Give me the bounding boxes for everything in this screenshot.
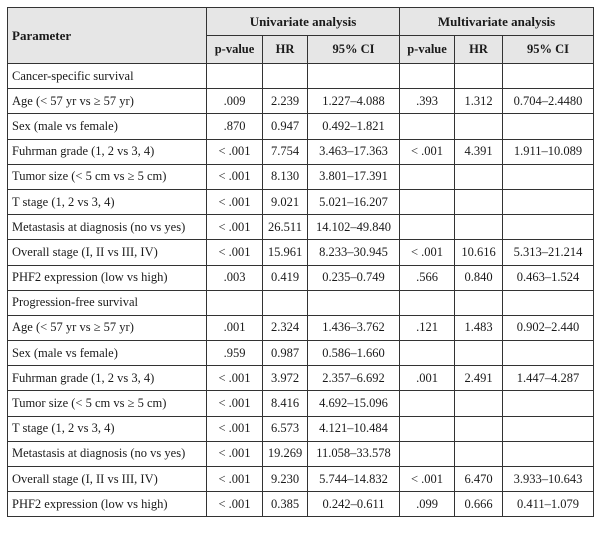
cell-uni-hr: 8.130 <box>263 164 308 189</box>
cell-multi-p-value <box>400 164 455 189</box>
table-row <box>8 215 594 240</box>
row-label: Tumor size (< 5 cm vs ≥ 5 cm) <box>8 391 207 416</box>
header-uni-hr: HR <box>263 36 308 64</box>
cell-uni-p-value: < .001 <box>207 139 263 164</box>
table-row <box>8 366 594 391</box>
row-label: Fuhrman grade (1, 2 vs 3, 4) <box>8 139 207 164</box>
table-row <box>8 492 594 517</box>
table-header <box>8 8 594 64</box>
cell-multi-p-value: < .001 <box>400 240 455 265</box>
cell-uni-ci <box>308 290 400 315</box>
cell-uni-hr: 8.416 <box>263 391 308 416</box>
cell-uni-p-value: < .001 <box>207 240 263 265</box>
table-body <box>8 64 594 517</box>
cell-multi-ci: 1.911–10.089 <box>503 139 594 164</box>
cell-uni-hr: 0.419 <box>263 265 308 290</box>
cell-uni-p-value: < .001 <box>207 391 263 416</box>
cell-multi-ci: 5.313–21.214 <box>503 240 594 265</box>
table-row <box>8 391 594 416</box>
cell-multi-ci <box>503 290 594 315</box>
cell-uni-p-value: < .001 <box>207 164 263 189</box>
cell-multi-ci <box>503 189 594 214</box>
cell-uni-p-value: < .001 <box>207 492 263 517</box>
header-multi-ci: 95% CI <box>503 36 594 64</box>
header-univariate: Univariate analysis <box>207 8 400 36</box>
cell-uni-ci: 0.242–0.611 <box>308 492 400 517</box>
cell-uni-p-value: < .001 <box>207 467 263 492</box>
cell-multi-p-value: < .001 <box>400 467 455 492</box>
cell-uni-ci <box>308 64 400 89</box>
cell-multi-p-value <box>400 290 455 315</box>
cell-multi-p-value <box>400 215 455 240</box>
cell-multi-ci <box>503 341 594 366</box>
table-container <box>7 7 594 517</box>
cell-multi-p-value <box>400 64 455 89</box>
cell-uni-hr: 19.269 <box>263 441 308 466</box>
cell-multi-p-value: .121 <box>400 315 455 340</box>
cell-multi-p-value <box>400 114 455 139</box>
cell-uni-hr: 6.573 <box>263 416 308 441</box>
cell-uni-hr: 9.230 <box>263 467 308 492</box>
cell-multi-ci <box>503 164 594 189</box>
cell-multi-ci <box>503 391 594 416</box>
table-row <box>8 114 594 139</box>
cell-uni-hr: 0.385 <box>263 492 308 517</box>
cell-uni-hr: 15.961 <box>263 240 308 265</box>
cell-multi-p-value <box>400 391 455 416</box>
row-label: Overall stage (I, II vs III, IV) <box>8 467 207 492</box>
cell-multi-hr <box>455 416 503 441</box>
header-uni-ci: 95% CI <box>308 36 400 64</box>
cell-uni-hr: 3.972 <box>263 366 308 391</box>
header-multivariate: Multivariate analysis <box>400 8 594 36</box>
cell-uni-ci: 14.102–49.840 <box>308 215 400 240</box>
cell-multi-ci <box>503 416 594 441</box>
header-multi-hr: HR <box>455 36 503 64</box>
cell-multi-hr <box>455 391 503 416</box>
cell-uni-p-value: < .001 <box>207 441 263 466</box>
cell-uni-p-value: < .001 <box>207 215 263 240</box>
cell-multi-hr <box>455 290 503 315</box>
cell-multi-hr: 6.470 <box>455 467 503 492</box>
cell-uni-p-value: < .001 <box>207 366 263 391</box>
cell-multi-ci: 0.463–1.524 <box>503 265 594 290</box>
row-label: PHF2 expression (low vs high) <box>8 492 207 517</box>
table-row <box>8 164 594 189</box>
cell-multi-hr <box>455 64 503 89</box>
section-row <box>8 64 594 89</box>
cell-multi-ci: 1.447–4.287 <box>503 366 594 391</box>
cell-uni-hr: 0.947 <box>263 114 308 139</box>
cell-uni-p-value: .001 <box>207 315 263 340</box>
cell-multi-ci: 0.902–2.440 <box>503 315 594 340</box>
row-label: Overall stage (I, II vs III, IV) <box>8 240 207 265</box>
cell-uni-hr: 26.511 <box>263 215 308 240</box>
header-uni-p-value: p-value <box>207 36 263 64</box>
cell-multi-hr: 1.312 <box>455 89 503 114</box>
cell-uni-hr: 0.987 <box>263 341 308 366</box>
cell-uni-ci: 2.357–6.692 <box>308 366 400 391</box>
cell-uni-p-value: < .001 <box>207 416 263 441</box>
row-label: Metastasis at diagnosis (no vs yes) <box>8 441 207 466</box>
cell-uni-ci: 5.021–16.207 <box>308 189 400 214</box>
table-row <box>8 139 594 164</box>
cell-uni-p-value: < .001 <box>207 189 263 214</box>
cell-multi-p-value <box>400 189 455 214</box>
row-label: Tumor size (< 5 cm vs ≥ 5 cm) <box>8 164 207 189</box>
table-row <box>8 240 594 265</box>
cell-multi-hr <box>455 114 503 139</box>
cell-multi-p-value <box>400 341 455 366</box>
cell-multi-ci <box>503 64 594 89</box>
cell-multi-ci: 0.704–2.4480 <box>503 89 594 114</box>
survival-analysis-table <box>7 7 594 517</box>
cell-uni-hr: 7.754 <box>263 139 308 164</box>
row-label: T stage (1, 2 vs 3, 4) <box>8 416 207 441</box>
table-row <box>8 315 594 340</box>
cell-multi-hr: 4.391 <box>455 139 503 164</box>
cell-uni-p-value <box>207 64 263 89</box>
table-row <box>8 89 594 114</box>
cell-multi-hr <box>455 164 503 189</box>
cell-multi-hr <box>455 441 503 466</box>
cell-uni-ci: 8.233–30.945 <box>308 240 400 265</box>
section-row <box>8 290 594 315</box>
cell-multi-hr: 10.616 <box>455 240 503 265</box>
cell-multi-ci: 0.411–1.079 <box>503 492 594 517</box>
cell-uni-hr <box>263 64 308 89</box>
cell-multi-ci <box>503 114 594 139</box>
cell-uni-p-value <box>207 290 263 315</box>
row-label: Age (< 57 yr vs ≥ 57 yr) <box>8 315 207 340</box>
table-row <box>8 341 594 366</box>
header-multi-p-value: p-value <box>400 36 455 64</box>
table-row <box>8 441 594 466</box>
cell-uni-p-value: .870 <box>207 114 263 139</box>
cell-uni-ci: 4.692–15.096 <box>308 391 400 416</box>
cell-uni-p-value: .009 <box>207 89 263 114</box>
cell-uni-p-value: .003 <box>207 265 263 290</box>
cell-multi-ci: 3.933–10.643 <box>503 467 594 492</box>
cell-multi-hr: 2.491 <box>455 366 503 391</box>
cell-uni-ci: 0.586–1.660 <box>308 341 400 366</box>
table-row <box>8 416 594 441</box>
row-label: Sex (male vs female) <box>8 341 207 366</box>
cell-uni-p-value: .959 <box>207 341 263 366</box>
cell-uni-ci: 0.492–1.821 <box>308 114 400 139</box>
cell-uni-ci: 3.463–17.363 <box>308 139 400 164</box>
cell-uni-hr <box>263 290 308 315</box>
cell-multi-hr <box>455 215 503 240</box>
cell-multi-hr: 0.840 <box>455 265 503 290</box>
cell-multi-hr: 0.666 <box>455 492 503 517</box>
cell-uni-ci: 1.436–3.762 <box>308 315 400 340</box>
cell-uni-ci: 11.058–33.578 <box>308 441 400 466</box>
cell-multi-ci <box>503 441 594 466</box>
cell-multi-p-value: .001 <box>400 366 455 391</box>
cell-multi-hr <box>455 341 503 366</box>
table-row <box>8 189 594 214</box>
section-label: Progression-free survival <box>8 290 207 315</box>
cell-uni-ci: 5.744–14.832 <box>308 467 400 492</box>
section-label: Cancer-specific survival <box>8 64 207 89</box>
cell-uni-hr: 2.324 <box>263 315 308 340</box>
row-label: Metastasis at diagnosis (no vs yes) <box>8 215 207 240</box>
cell-multi-p-value: .393 <box>400 89 455 114</box>
cell-uni-hr: 2.239 <box>263 89 308 114</box>
row-label: Age (< 57 yr vs ≥ 57 yr) <box>8 89 207 114</box>
row-label: PHF2 expression (low vs high) <box>8 265 207 290</box>
cell-multi-p-value <box>400 416 455 441</box>
cell-multi-hr <box>455 189 503 214</box>
table-row <box>8 467 594 492</box>
cell-uni-hr: 9.021 <box>263 189 308 214</box>
cell-uni-ci: 4.121–10.484 <box>308 416 400 441</box>
cell-multi-p-value: < .001 <box>400 139 455 164</box>
cell-multi-hr: 1.483 <box>455 315 503 340</box>
row-label: Sex (male vs female) <box>8 114 207 139</box>
row-label: T stage (1, 2 vs 3, 4) <box>8 189 207 214</box>
cell-multi-ci <box>503 215 594 240</box>
cell-multi-p-value: .099 <box>400 492 455 517</box>
cell-multi-p-value <box>400 441 455 466</box>
cell-uni-ci: 3.801–17.391 <box>308 164 400 189</box>
row-label: Fuhrman grade (1, 2 vs 3, 4) <box>8 366 207 391</box>
cell-uni-ci: 0.235–0.749 <box>308 265 400 290</box>
table-row <box>8 265 594 290</box>
header-parameter: Parameter <box>8 8 207 64</box>
cell-uni-ci: 1.227–4.088 <box>308 89 400 114</box>
cell-multi-p-value: .566 <box>400 265 455 290</box>
